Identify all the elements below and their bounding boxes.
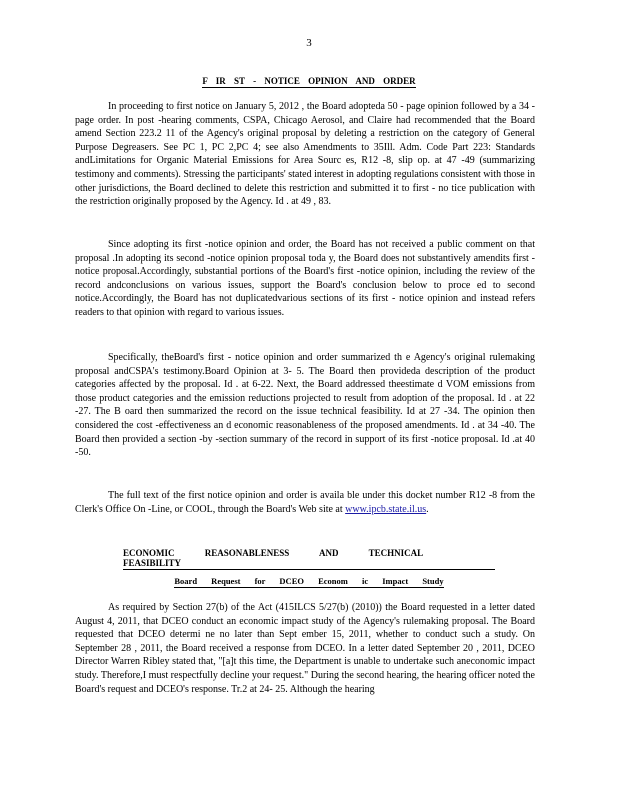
page-number: 3 xyxy=(306,37,312,49)
paragraph-1 xyxy=(75,100,535,209)
paragraph-3 xyxy=(75,351,535,460)
website-link[interactable]: www.ipcb.state.il.us xyxy=(345,503,427,515)
heading-text: F IR ST - NOTICE OPINION AND ORDER xyxy=(202,76,416,86)
paragraph-body: The full text of the first notice opinion and order is availa ble under this docket number R12 -8 from the Clerk's Office On -Line, or COOL, through the Board's Web site at xyxy=(75,490,535,515)
section-heading-first-notice xyxy=(0,76,618,86)
paragraph-4 xyxy=(75,489,535,516)
paragraph-text: In proceeding to first notice on January 5, 2012 , the Board adopteda 50 - page opinion followed by a 34 -page order. In post -hearing comments, CSPA, Chicago Aerosol, and Claire had recommended that the Board amend Section 223.2 11 of the Agency's original proposal by deleting a restriction on the category of General Purpose Degreasers. See PC 1, PC 2,PC 4; see also Amendments to 35Ill. Adm. Code Part 223: Standards andLimitations for Organic Material Emissions for Area Sourc es, R12 -8, slip op. at 47 -49 (summarizing testimony and comments). Stressing the participants' stated interest in adopting regulations consistent with those in other jurisdictions, the Board declined to delete this restriction and submitted it to first - no tice publication with the restriction originally proposed by the Agency. Id . at 49 , 83. xyxy=(75,101,535,208)
paragraph-text xyxy=(75,489,535,516)
paragraph-text: Specifically, theBoard's first - notice opinion and order summarized th e Agency's original rulemaking proposal andCSPA's testimony.Board Opinion at 3- 5. The Board then provideda description of the product categories affected by the proposal. Id . at 6-22. Next, the Board addressed theestimate d VOM emissions from those product categories and the emission reductions projected to result from adoption of the proposal. Id . at 22 -27. The B oard then summarized the record on the issue technical feasibility. Id at 27 -34. The opinion then considered the cost -effectiveness an d economic reasonableness of the proposed amendments. Id . at 34 -40. The Board then provided a section -by -section summary of the record in support of its first -notice proposal. Id .at 40 -50. xyxy=(75,352,535,459)
heading-text: ECONOMIC REASONABLENESS AND TECHNICAL FEASIBILITY xyxy=(123,548,495,570)
paragraph-text: Since adopting its first -notice opinion and order, the Board has not received a public comment on that proposal .In adopting its second -notice opinion proposal toda y, the Board does not substantively amendits first - notice proposal.Accordingly, substantial portions of the Board's first -notice opinion, including the review of the record andconclusions on various issues, support the Board's conclusion below to proce ed to second notice.Accordingly, the Board has not duplicatedvarious sections of its first - notice opinion and instead refers readers to that opinion with regard to various issues. xyxy=(75,239,535,318)
section-heading-economic xyxy=(0,548,618,570)
subsection-heading-dceo xyxy=(0,576,618,586)
heading-text: Board Request for DCEO Econom ic Impact Study xyxy=(174,576,444,586)
paragraph-end: . xyxy=(426,503,429,515)
paragraph-text: As required by Section 27(b) of the Act (415ILCS 5/27(b) (2010)) the Board requested in a letter dated August 4, 2011, that DCEO conduct an economic impact study of the Agency's rulemaking proposal. The Board requested that DCEO determi ne no later than Sept ember 15, 2011, whether to conduct such a study. On September 28 , 2011, the Board received a response from DCEO. In a letter dated September 20 , 2011, DCEO Director Warren Ribley stated that, "[a]t this time, the Department is unable to undertake such aneconomic impact study. Therefore,I must respectfully decline your request." During the second hearing, the hearing officer noted the Board's request and DCEO's response. Tr.2 at 24- 25. Although the hearing xyxy=(75,602,535,695)
paragraph-5 xyxy=(75,601,535,696)
paragraph-2 xyxy=(75,238,535,320)
